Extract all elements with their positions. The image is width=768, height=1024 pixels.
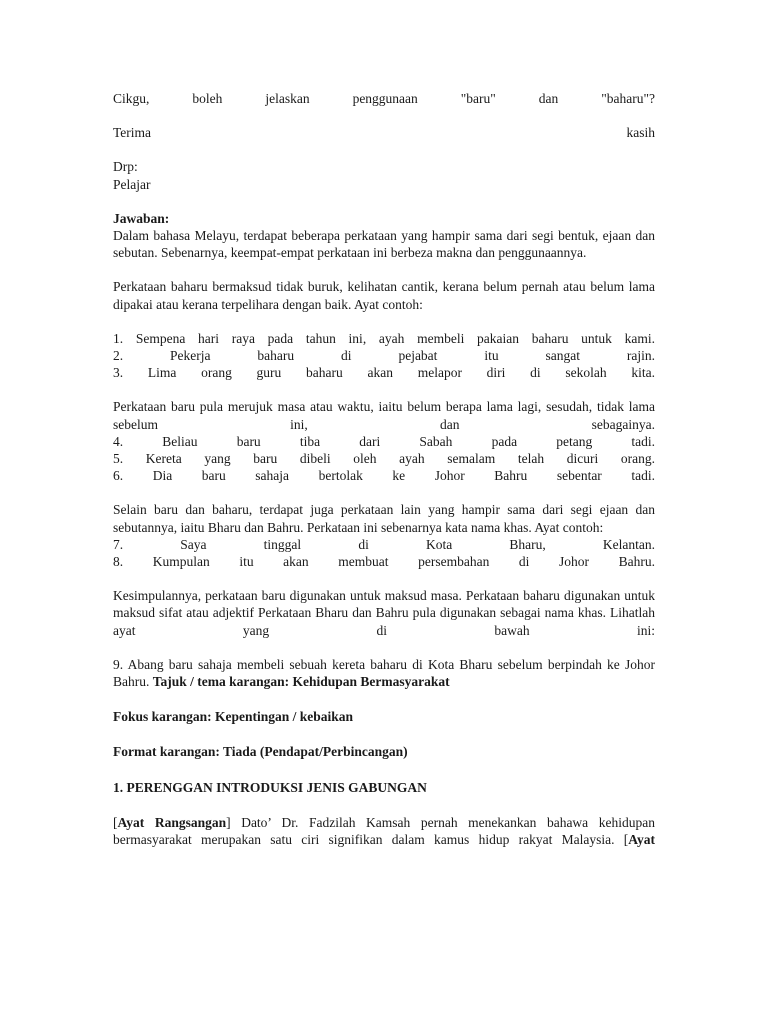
fokus-heading: Fokus karangan: Kepentingan / kebaikan [113,709,354,725]
rangsangan-text: Dato’ Dr. Fadzilah Kamsah pernah menekankan bahawa kehidupan bermasyarakat merupakan satu ciri signifikan dalam kamus hidup rakyat Malaysia. [ [113,814,655,848]
ayat-rangsangan-label: Ayat Rangsangan [117,814,227,830]
example-1: 1. Sempena hari raya pada tahun ini, ayah membeli pakaian baharu untuk kami. [113,330,655,346]
example-4: 4. Beliau baru tiba dari Sabah pada petang tadi. [113,433,655,449]
conclusion-paragraph: Kesimpulannya, perkataan baru digunakan untuk maksud masa. Perkataan baharu digunakan untuk maksud sifat atau adjektif Perkataan Bharu dan Bahru pula digunakan sebagai nama khas. Lihatlah ayat yang di bawah ini: [113,588,655,638]
example-6: 6. Dia baru sahaja bertolak ke Johor Bahru sebentar tadi. [113,468,655,484]
bracket-open: [ [113,814,118,830]
answer-intro: Dalam bahasa Melayu, terdapat beberapa perkataan yang hampir sama dari segi bentuk, ejaan dan sebutan. Sebenarnya, keempat-empat perkataan ini berbeza makna dan penggunaannya. [113,228,655,261]
example-9: 9. Abang baru sahaja membeli sebuah kereta baharu di Kota Bharu sebelum berpindah ke Johor Bahru. [113,656,655,690]
from-label: Drp: [113,159,138,175]
example-7: 7. Saya tinggal di Kota Bharu, Kelantan. [113,536,655,552]
example-8: 8. Kumpulan itu akan membuat persembahan di Johor Bahru. [113,554,655,570]
question-line: Cikgu, boleh jelaskan penggunaan "baru" dan "baharu"? [113,91,655,106]
thanks-line: Terima kasih [113,125,655,141]
baru-definition: Perkataan baru pula merujuk masa atau waktu, iaitu belum berapa lama lagi, sesudah, tidak lama sebelum ini, dan sebagainya. [113,399,655,432]
baharu-definition: Perkataan baharu bermaksud tidak buruk, kelihatan cantik, kerana belum pernah atau belum lama dipakai atau kerana terpelihara dengan baik. Ayat contoh: [113,279,655,312]
section-heading: 1. PERENGGAN INTRODUKSI JENIS GABUNGAN [113,779,427,795]
document-page [113,90,655,848]
introduction-paragraph [113,814,655,848]
nama-khas-paragraph: Selain baru dan baharu, terdapat juga perkataan lain yang hampir sama dari segi ejaan dan sebutannya, iaitu Bharu dan Bahru. Perkataan ini sebenarnya kata nama khas. Ayat contoh: [113,502,655,535]
from-name: Pelajar [113,176,151,192]
example-5: 5. Kereta yang baru dibeli oleh ayah semalam telah dicuri orang. [113,451,655,467]
tajuk-heading: Tajuk / tema karangan: Kehidupan Bermasyarakat [152,674,450,690]
format-heading: Format karangan: Tiada (Pendapat/Perbincangan) [113,744,408,760]
answer-heading: Jawaban: [113,210,170,226]
bracket-close: ] [226,814,231,830]
ayat-trailing-label: Ayat [628,832,655,848]
example-2: 2. Pekerja baharu di pejabat itu sangat rajin. [113,348,655,364]
example-9-paragraph [113,656,655,690]
example-3: 3. Lima orang guru baharu akan melapor diri di sekolah kita. [113,365,655,381]
